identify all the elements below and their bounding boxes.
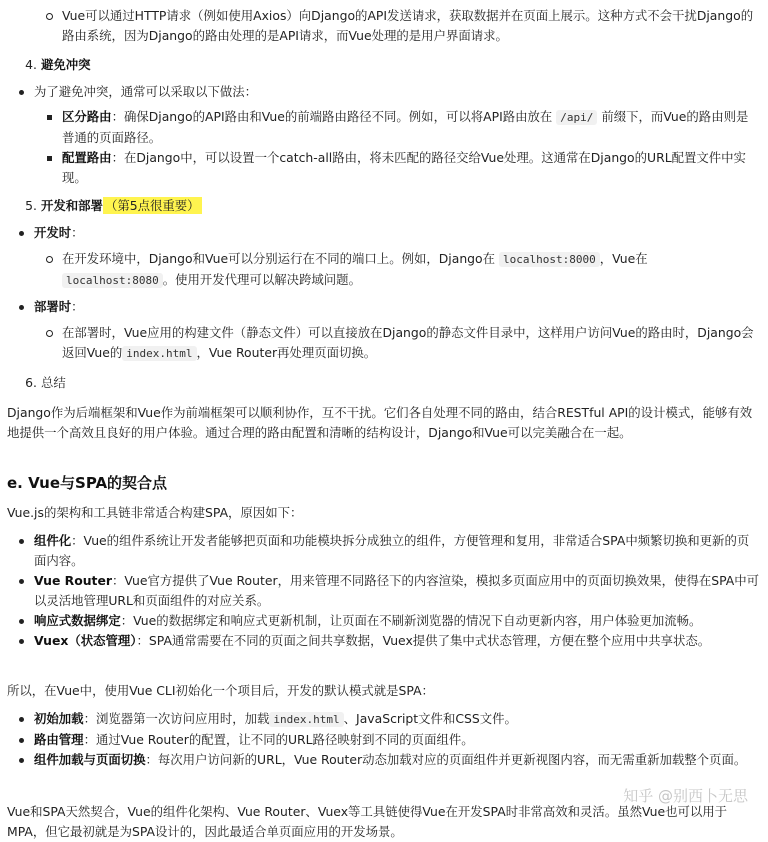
item-label: 响应式数据绑定 (34, 613, 121, 628)
inline-code: /api/ (556, 110, 597, 125)
item-text: ：确保Django的API路由和Vue的前端路由路径不同。例如，可以将API路由放在 (111, 109, 553, 124)
item-colon: ： (71, 225, 84, 240)
section-6-heading (7, 373, 760, 393)
list-number: 4. (25, 57, 37, 72)
section-5-list-2 (7, 297, 760, 317)
vue-spa-list (7, 531, 760, 651)
item-label: 配置路由 (62, 150, 112, 165)
list-item (7, 107, 760, 148)
item-label: Vue Router (34, 573, 112, 588)
item-label: 组件加载与页面切换 (34, 752, 146, 767)
item-label: Vuex（状态管理） (34, 633, 137, 648)
item-label: 初始加载 (34, 711, 84, 726)
item-text: ，Vue Router再处理页面切换。 (196, 345, 377, 360)
list-item (7, 82, 760, 102)
watermark: 知乎 @别西卜无思 (623, 787, 748, 805)
section-4-sublist (7, 107, 760, 188)
item-text: ：每次用户访问新的URL，Vue Router动态加载对应的页面组件并更新视图内容，而无需重新加载整个页面。 (145, 752, 747, 767)
list-item (7, 571, 760, 611)
list-item (7, 323, 760, 364)
inline-code: index.html (269, 712, 343, 727)
intro-paragraph: 所以，在Vue中，使用Vue CLI初始化一个项目后，开发的默认模式就是SPA： (7, 683, 434, 698)
item-text: 前缀下，而Vue的路由则是普通的页面路径。 (62, 109, 749, 145)
item-text: ：Vue官方提供了Vue Router，用来管理不同路径下的内容渲染，模拟多页面应用中的页面切换效果，使得在SPA中可以灵活地管理URL和页面组件的对应关系。 (34, 573, 760, 608)
item-text: 在部署时，Vue应用的构建文件（静态文件）可以直接放在Django的静态文件目录中，这样用户访问Vue的路由时，Django会返回Vue的 (62, 325, 754, 360)
list-item (7, 297, 760, 317)
item-label: 部署时 (34, 299, 72, 314)
list-item (7, 148, 760, 188)
list-item (7, 730, 760, 750)
list-item (7, 531, 760, 571)
list-item (7, 6, 760, 46)
item-text: ：Vue的数据绑定和响应式更新机制，让页面在不刷新浏览器的情况下自动更新内容，用户体验更加流畅。 (120, 613, 702, 628)
intro-paragraph: Vue.js的架构和工具链非常适合构建SPA，原因如下： (7, 505, 303, 520)
list-item (7, 709, 760, 730)
list-number: 5. (25, 198, 37, 213)
list-item-text: 为了避免冲突，通常可以采取以下做法： (34, 84, 258, 99)
item-colon: ： (71, 299, 84, 314)
inline-code: localhost:8080 (62, 273, 163, 288)
spa-mode-list (7, 709, 760, 770)
item-label: 开发时 (34, 225, 72, 240)
section-5-deploy-sublist (7, 323, 760, 364)
list-item-text: Vue可以通过HTTP请求（例如使用Axios）向Django的API发送请求，获取数据并在页面上展示。这种方式不会干扰Django的路由系统，因为Django的路由处理的是API请求，而Vue处理的是用户界面请求。 (62, 8, 754, 43)
summary-paragraph: Django作为后端框架和Vue作为前端框架可以顺利协作，互不干扰。它们各自处理不同的路由，结合RESTful API的设计模式，能够有效地提供一个高效且良好的用户体验。通过合理的路由配置和清晰的结构设计，Django和Vue可以完美融合在一起。 (7, 405, 753, 440)
item-text: ：浏览器第一次访问应用时，加载 (83, 711, 270, 726)
item-text: 、JavaScript文件和CSS文件。 (343, 711, 517, 726)
highlight-note: （第5点很重要） (104, 198, 200, 213)
section-5-heading (7, 196, 760, 216)
item-text: 在开发环境中，Django和Vue可以分别运行在不同的端口上。例如，Django在 (62, 251, 496, 266)
item-label: 路由管理 (34, 732, 84, 747)
list-item (7, 611, 760, 631)
list-item (7, 750, 760, 770)
item-text: ：Vue的组件系统让开发者能够把页面和功能模块拆分成独立的组件，方便管理和复用，非常适合SPA中频繁切换和更新的页面内容。 (34, 533, 750, 568)
section-title: 开发和部署 (41, 198, 103, 213)
top-sublist (7, 6, 760, 46)
section-heading: e. Vue与SPA的契合点 (7, 474, 168, 492)
item-text: ：通过Vue Router的配置，让不同的URL路径映射到不同的页面组件。 (83, 732, 474, 747)
section-4-heading (7, 55, 760, 75)
inline-code: index.html (122, 346, 196, 361)
list-number: 6. (25, 375, 37, 390)
list-item (7, 631, 760, 651)
item-text: ：SPA通常需要在不同的页面之间共享数据，Vuex提供了集中式状态管理，方便在整个应用中共享状态。 (136, 633, 711, 648)
section-5-dev-sublist (7, 249, 760, 291)
section-4-list (7, 82, 760, 102)
list-item (7, 249, 760, 291)
final-paragraph: Vue和SPA天然契合，Vue的组件化架构、Vue Router、Vuex等工具链使得Vue在开发SPA时非常高效和灵活。虽然Vue也可以用于MPA，但它最初就是为SPA设计的，因此最适合单页面应用的开发场景。 (7, 804, 728, 839)
item-text: ，Vue在 (599, 251, 648, 266)
item-label: 组件化 (34, 533, 72, 548)
item-label: 区分路由 (62, 109, 112, 124)
item-text: ：在Django中，可以设置一个catch-all路由，将未匹配的路径交给Vue处理。这通常在Django的URL配置文件中实现。 (62, 150, 746, 185)
section-title: 总结 (41, 375, 66, 390)
list-item (7, 223, 760, 243)
section-5-list (7, 223, 760, 243)
item-text: 。使用开发代理可以解决跨域问题。 (162, 272, 361, 287)
inline-code: localhost:8000 (499, 252, 600, 267)
section-title: 避免冲突 (41, 57, 91, 72)
